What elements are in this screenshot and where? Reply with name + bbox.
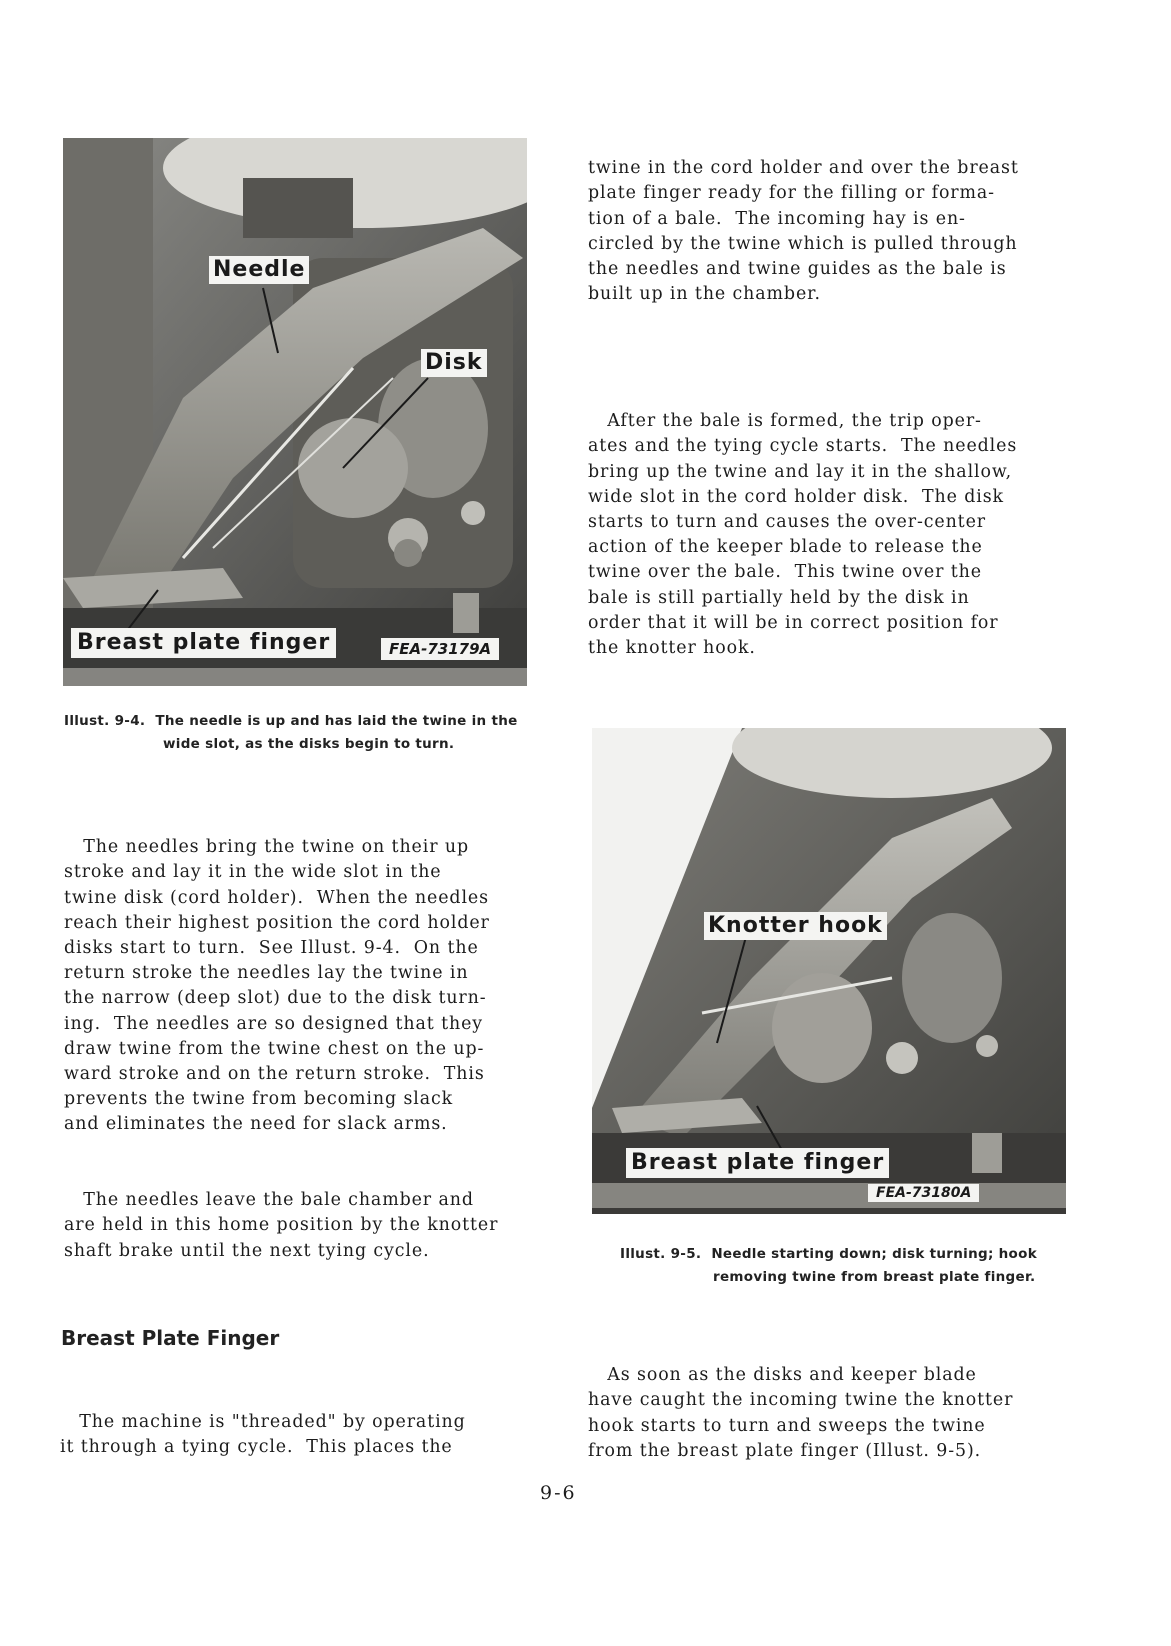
text-line: plate finger ready for the filling or forma- (588, 183, 995, 204)
text-line: built up in the chamber. (588, 284, 821, 305)
text-line: As soon as the disks and keeper blade (588, 1365, 977, 1386)
left-paragraph-3 (60, 1385, 466, 1461)
right-paragraph-3 (588, 1338, 1013, 1464)
text-line: shaft brake until the next tying cycle. (64, 1240, 430, 1261)
text-line: draw twine from the twine chest on the up- (64, 1038, 485, 1059)
text-line: twine in the cord holder and over the breast (588, 158, 1019, 179)
needle-label: Needle (209, 256, 309, 284)
text-line: twine over the bale. This twine over the (588, 562, 982, 583)
text-line: action of the keeper blade to release the (588, 537, 983, 558)
text-line: the needles and twine guides as the bale is (588, 259, 1007, 280)
text-line: order that it will be in correct position for (588, 612, 999, 633)
figure-9-5-caption-line2: removing twine from breast plate finger. (713, 1269, 1036, 1285)
figure-code: FEA-73180A (868, 1184, 979, 1202)
text-line: The machine is "threaded" by operating (60, 1412, 466, 1433)
text-line: starts to turn and causes the over-center (588, 512, 986, 533)
figure-9-4-caption-line1: Illust. 9-4. The needle is up and has laid the twine in the (64, 713, 518, 729)
page-number: 9-6 (540, 1482, 577, 1504)
baler-knotter-photo-illustration (63, 138, 527, 686)
text-line: the knotter hook. (588, 638, 756, 659)
text-line: the narrow (deep slot) due to the disk turn- (64, 988, 487, 1009)
baler-knotter-hook-photo-illustration (592, 728, 1066, 1214)
text-line: ward stroke and on the return stroke. This (64, 1064, 485, 1085)
text-line: from the breast plate finger (Illust. 9-5). (588, 1440, 982, 1461)
disk-label: Disk (421, 349, 487, 377)
text-line: bale is still partially held by the disk in (588, 587, 970, 608)
text-line: ates and the tying cycle starts. The needles (588, 436, 1018, 457)
text-line: return stroke the needles lay the twine in (64, 963, 469, 984)
text-line: After the bale is formed, the trip oper- (588, 411, 982, 432)
right-paragraph-1 (588, 131, 1019, 307)
text-line: reach their highest position the cord holder (64, 912, 490, 933)
right-paragraph-2 (588, 384, 1017, 661)
text-line: The needles bring the twine on their up (64, 837, 469, 858)
text-line: twine disk (cord holder). When the needles (64, 887, 489, 908)
left-paragraph-1 (64, 810, 490, 1138)
text-line: prevents the twine from becoming slack (64, 1089, 454, 1110)
breast-plate-finger-label: Breast plate finger (71, 628, 336, 658)
text-line: tion of a bale. The incoming hay is en- (588, 208, 966, 229)
text-line: disks start to turn. See Illust. 9-4. On the (64, 938, 479, 959)
figure-9-5-caption-line1: Illust. 9-5. Needle starting down; disk turning; hook (620, 1246, 1037, 1262)
text-line: ing. The needles are so designed that they (64, 1013, 484, 1034)
figure-code: FEA-73179A (381, 638, 499, 660)
text-line: have caught the incoming twine the knotter (588, 1390, 1014, 1411)
text-line: The needles leave the bale chamber and (64, 1190, 474, 1211)
text-line: hook starts to turn and sweeps the twine (588, 1415, 986, 1436)
left-paragraph-2 (64, 1163, 498, 1264)
knotter-hook-label: Knotter hook (704, 912, 887, 940)
figure-9-5-photo (592, 728, 1066, 1214)
section-heading: Breast Plate Finger (61, 1326, 280, 1350)
text-line: bring up the twine and lay it in the shallow, (588, 461, 1013, 482)
figure-9-4-photo (63, 138, 527, 686)
figure-9-4-caption-line2: wide slot, as the disks begin to turn. (163, 736, 455, 752)
text-line: it through a tying cycle. This places the (60, 1437, 453, 1458)
text-line: and eliminates the need for slack arms. (64, 1114, 448, 1135)
text-line: stroke and lay it in the wide slot in the (64, 862, 442, 883)
text-line: wide slot in the cord holder disk. The disk (588, 486, 1004, 507)
text-line: are held in this home position by the knotter (64, 1215, 499, 1236)
breast-plate-finger-label: Breast plate finger (626, 1148, 889, 1178)
text-line: circled by the twine which is pulled through (588, 233, 1018, 254)
